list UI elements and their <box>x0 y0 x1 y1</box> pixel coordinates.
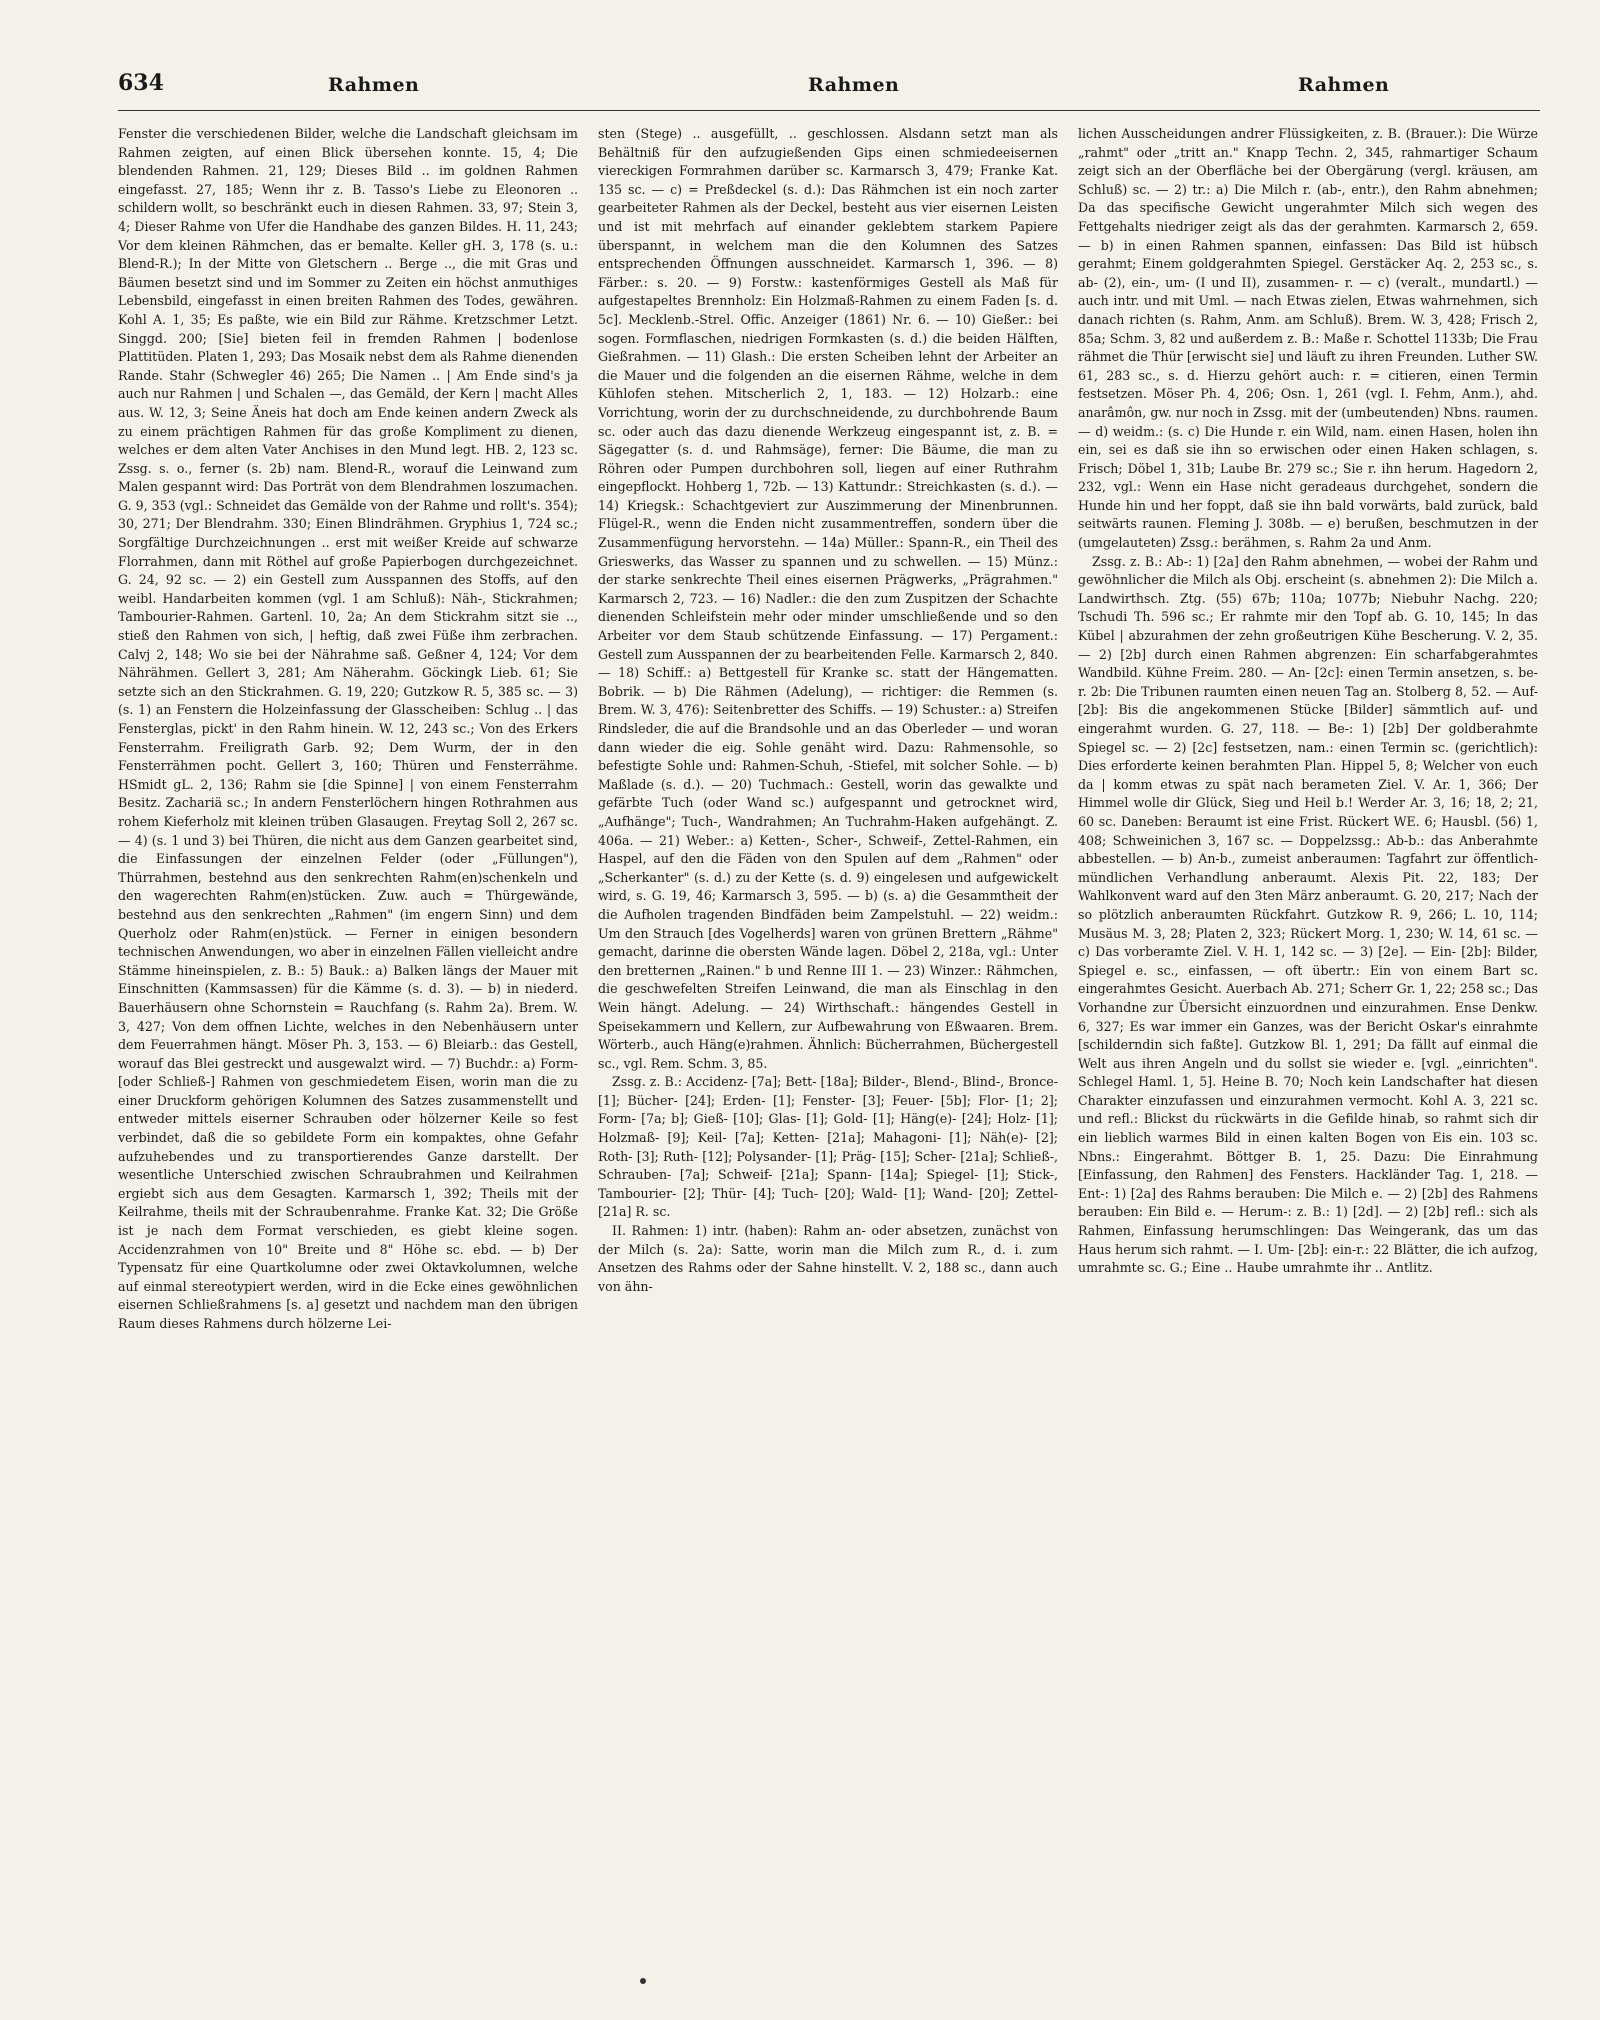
paragraph: Fenster die verschiedenen Bilder, welche die Landschaft gleichsam im Rahmen zeigten, auf einen Blick übersehen konnte. 15, 4; Die blendenden Rahmen. 21, 129; Dieses Bild .. im goldnen Rahmen eingefasst. 27, 185; Wenn ihr z. B. Tasso's Liebe zu Eleonoren .. schildern wollt, so beschränkt euch in diesen Rahmen. 33, 97; Stein 3, 4; Dieser Rahme von Ufer die Handhabe des ganzen Bildes. H. 11, 243; Vor dem kleinen Rähmchen, das er bemalte. Keller gH. 3, 178 (s. u.: Blend-R.); In der Mitte von Gletschern .. Berge .., die mit Gras und Bäumen besetzt sind und im Sommer zu Zeiten ein höchst anmuthiges Lebensbild, eingefasst in einen breiten Rahmen des Todes, gewähren. Kohl A. 1, 35; Es paßte, wie ein Bild zur Rähme. Kretzschmer Letzt. Singgd. 200; [Sie] bieten feil in fremden Rahmen | bodenlose Plattitüden. Platen 1, 293; Das Mosaik nebst dem als Rahme dienenden Rande. Stahr (Schwegler 46) 265; Die Namen .. | Am Ende sind's ja auch nur Rahmen | und Schalen —, das Gemäld, der Kern | macht Alles aus. W. 12, 3; Seine Äneis hat doch am Ende keinen andern Zweck als zu einem prächtigen Rahmen für das große Kompliment zu dienen, welches er dem alten Vater Anchises in den Mund legt. HB. 2, 123 sc. Zssg. s. o., ferner (s. 2b) nam. Blend-R., worauf die Leinwand zum Malen gespannt wird: Das Porträt von dem Blendrahmen loszumachen. G. 9, 353 (vgl.: Schneidet das Gemälde von der Rahme und rollt's. 354); 30, 271; Der Blendrahm. 330; Einen Blindrähmen. Gryphius 1, 724 sc.; Sorgfältige Durchzeichnungen .. erst mit weißer Kreide auf schwarze Florrahmen, dann mit Röthel auf große Papierbogen durchgezeichnet. G. 24, 92 sc. — 2) ein Gestell zum Ausspannen des Stoffs, auf den weibl. Handarbeiten kommen (vgl. 1 am Schluß): Näh-, Stickrahmen; Tambourier-Rahmen. Gartenl. 10, 2a; An dem Stickrahm sitzt sie .., stieß den Rahmen von sich, | heftig, daß zwei Füße ihm zerbrachen. Calvj 2, 148; Wo sie bei der Nährahme saß. Geßner 4, 124; Vor dem Nährähmen. Gellert 3, 281; Am Näherahm. Göckingk Lieb. 61; Sie setzte sich an den Stickrahmen. G. 19, 220; Gutzkow R. 5, 385 sc. — 3) (s. 1) an Fenstern die Holzeinfassung der Glasscheiben: Schlug .. | das Fensterglas, pickt' in den Rahm hinein. W. 12, 243 sc.; Von des Erkers Fensterrahm. Freiligrath Garb. 92; Dem Wurm, der in den Fensterrähmen pocht. Gellert 3, 160; Thüren und Fensterrähme. HSmidt gL. 2, 136; Rahm sie [die Spinne] | von einem Fensterrahm Besitz. Zachariä sc.; In andern Fensterlöchern hingen Rothrahmen aus rohem Kieferholz mit kleinen trüben Glasaugen. Freytag Soll 2, 267 sc. — 4) (s. 1 und 3) bei Thüren, die nicht aus dem Ganzen gearbeitet sind, die Einfassungen der einzelnen Felder (oder „Füllungen"), Thürrahmen, bestehnd aus den senkrechten Rahm(en)schenkeln und den wagerechten Rahm(en)stücken. Zuw. auch = Thürgewände, bestehnd aus den senkrechten „Rahmen" (im engern Sinn) und dem Querholz oder Rahm(en)stück. — Ferner in einigen besondern technischen Anwendungen, wo aber in einzelnen Fällen vielleicht andre Stämme hineinspielen, z. B.: 5) Bauk.: a) Balken längs der Mauer mit Einschnitten (Kammsassen) für die Kämme (s. d. 3). — b) in niederd. Bauerhäusern ohne Schornstein = Rauchfang (s. Rahm 2a). Brem. W. 3, 427; Von dem offnen Lichte, welches in den Nebenhäusern unter dem Feuerrahmen hängt. Möser Ph. 3, 153. — 6) Bleiarb.: das Gestell, worauf das Blei gestreckt und ausgewalzt wird. — 7) Buchdr.: a) Form- [oder Schließ-] Rahmen von geschmiedetem Eisen, worin man die zu einer Druckform gehörigen Kolumnen des Satzes zusammenstellt und entweder mittels eiserner Schrauben oder hölzerner Keile so fest verbindet, daß die so gebildete Form ein kompaktes, ohne Gefahr aufzuhebendes und zu transportierendes Ganze darstellt. Der wesentliche Unterschied zwischen Schraubrahmen und Keilrahmen ergiebt sich aus dem Gesagten. Karmarsch 1, 392; Theils mit der Keilrahme, theils mit der Schraubenrahme. Franke Kat. 32; Die Größe ist je nach dem Format verschieden, es giebt kleine sogen. Accidenzrahmen von 10" Breite und 8" Höhe sc. ebd. — b) Der Typensatz für eine Quartkolumne oder zwei Oktavkolumnen, welche auf einmal stereotypiert werden, wird in die Ecke eines gewöhnlichen eisernen Schließrahmens [s. a] gesetzt und nachdem man den übrigen Raum dieses Rahmens durch hölzerne Lei- <box>118 126 578 1331</box>
paragraph: II. Rahmen: 1) intr. (haben): Rahm an- oder absetzen, zunächst von der Milch (s. 2a): Satte, worin man die Milch zum R., d. i. zum Ansetzen des Rahms oder der Sahne hinstellt. V. 2, 188 sc., dann auch von ähn- <box>598 1223 1058 1294</box>
paragraph: Zssg. z. B.: Accidenz- [7a]; Bett- [18a]; Bilder-, Blend-, Blind-, Bronce- [1]; Bücher- [24]; Erden- [1]; Fenster- [3]; Feuer- [5b]; Flor- [1; 2]; Form- [7a; b]; Gieß- [10]; Glas- [1]; Gold- [1]; Häng(e)- [24]; Holz- [1]; Holzmaß- [9]; Keil- [7a]; Ketten- [21a]; Mahagoni- [1]; Näh(e)- [2]; Roth- [3]; Ruth- [12]; Polysander- [1]; Präg- [15]; Scher- [21a]; Schließ-, Schrauben- [7a]; Schweif- [21a]; Spann- [14a]; Spiegel- [1]; Stick-, Tambourier- [2]; Thür- [4]; Tuch- [20]; Wald- [1]; Wand- [20]; Zettel- [21a] R. sc. <box>598 1074 1058 1220</box>
running-head-right: Rahmen <box>1298 74 1390 96</box>
running-head-left: Rahmen <box>328 74 420 96</box>
page-header <box>118 70 1540 111</box>
running-head-center: Rahmen <box>808 74 900 96</box>
page-number: 634 <box>118 70 164 96</box>
paragraph: lichen Ausscheidungen andrer Flüssigkeiten, z. B. (Brauer.): Die Würze „rahmt" oder „tritt an." Knapp Techn. 2, 345, rahmartiger Schaum zeigt sich an der Oberfläche bei der Obergärung (vergl. kräusen, am Schluß) sc. — 2) tr.: a) Die Milch r. (ab-, entr.), den Rahm abnehmen; Da das specifische Gewicht ungerahmter Milch sich wegen des Fettgehalts niedriger zeigt als das der gerahmten. Karmarsch 2, 659. — b) in einen Rahmen spannen, einfassen: Das Bild ist hübsch gerahmt; Einem goldgerahmten Spiegel. Gerstäcker Aq. 2, 253 sc., s. ab- (2), ein-, um- (I und II), zusammen- r. — c) (veralt., mundartl.) — auch intr. und mit Uml. — nach Etwas zielen, Etwas wahrnehmen, sich danach richten (s. Rahm, Anm. am Schluß). Brem. W. 3, 428; Frisch 2, 85a; Schm. 3, 82 und außerdem z. B.: Maße r. Schottel 1133b; Die Frau rähmet die Thür [erwischt sie] und läuft zu ihren Freunden. Luther SW. 61, 283 sc., s. d. Hierzu gehört auch: r. = citieren, einen Termin festsetzen. Möser Ph. 4, 206; Osn. 1, 261 (vgl. I. Fehm, Anm.), ahd. anarâmôn, gw. nur noch in Zssg. mit der (umbeutenden) Nbns. raumen. — d) weidm.: (s. c) Die Hunde r. ein Wild, nam. einen Hasen, holen ihn ein, sei es daß sie ihn so erwischen oder einen Haken schlagen, s. Frisch; Döbel 1, 31b; Laube Br. 279 sc.; Sie r. ihn herum. Hagedorn 2, 232, vgl.: Wenn ein Hase nicht geradeaus durchgehet, sondern die Hunde hin und her foppt, daß sie ihn bald vorwärts, bald zurück, bald seitwärts raunen. Fleming J. 308b. — e) berußen, beschmutzen in der (umgelauteten) Zssg.: berähmen, s. Rahm 2a und Anm. <box>1078 126 1538 551</box>
paragraph: sten (Stege) .. ausgefüllt, .. geschlossen. Alsdann setzt man als Behältniß für den aufzugießenden Gips einen schmiedeeisernen viereckigen Formrahmen darüber sc. Karmarsch 3, 479; Franke Kat. 135 sc. — c) = Preßdeckel (s. d.): Das Rähmchen ist ein noch zarter gearbeiteter Rahmen als der Deckel, besteht aus vier eisernen Leisten und ist mit mehrfach auf einander geklebtem starkem Papiere überspannt, in welchem man die den Kolumnen des Satzes entsprechenden Öffnungen ausschneidet. Karmarsch 1, 396. — 8) Färber.: s. 20. — 9) Forstw.: kastenförmiges Gestell als Maß für aufgestapeltes Brennholz: Ein Holzmaß-Rahmen zu einem Faden [s. d. 5c]. Mecklenb.-Strel. Offic. Anzeiger (1861) Nr. 6. — 10) Gießer.: bei sogen. Formflaschen, niedrigen Formkasten (s. d.) die beiden Hälften, Gießrahmen. — 11) Glash.: Die ersten Scheiben lehnt der Arbeiter an die Mauer und die folgenden an die eisernen Rähme, welche in dem Kühlofen stehen. Mitscherlich 2, 1, 183. — 12) Holzarb.: eine Vorrichtung, worin der zu durchschneidende, zu durchbohrende Baum sc. oder auch das dazu dienende Werkzeug eingespannt ist, z. B. = Sägegatter (s. d. und Rahmsäge), ferner: Die Bäume, die man zu Röhren oder Pumpen durchbohren soll, liegen auf einer Ruthrahm eingepflockt. Hohberg 1, 72b. — 13) Kattundr.: Streichkasten (s. d.). — 14) Kriegsk.: Schachtgeviert zur Auszimmerung der Minenbrunnen. Flügel-R., wenn die Enden nicht zusammentreffen, sondern über die Zusammenfügung hervorstehn. — 14a) Müller.: Spann-R., ein Theil des Grieswerks, das Wasser zu spannen und zu schwellen. — 15) Münz.: der starke senkrechte Theil eines eisernen Prägwerks, „Prägrahmen." Karmarsch 2, 723. — 16) Nadler.: die den zum Zuspitzen der Schachte dienenden Schleifstein mehr oder minder umschließende und so den Arbeiter vor dem Staub schützende Einfassung. — 17) Pergament.: Gestell zum Ausspannen der zu bearbeitenden Felle. Karmarsch 2, 840. — 18) Schiff.: a) Bettgestell für Kranke sc. statt der Hängematten. Bobrik. — b) Die Rähmen (Adelung), — richtiger: die Remmen (s. Brem. W. 3, 476): Seitenbretter des Schiffs. — 19) Schuster.: a) Streifen Rindsleder, die auf die Brandsohle und an das Oberleder — und woran dann wieder die eig. Sohle genäht wird. Dazu: Rahmensohle, so befestigte Sohle und: Rahmen-Schuh, -Stiefel, mit solcher Sohle. — b) Maßlade (s. d.). — 20) Tuchmach.: Gestell, worin das gewalkte und gefärbte Tuch (oder Wand sc.) aufgespannt und getrocknet wird, „Aufhänge"; Tuch-, Wandrahmen; An Tuchrahm-Haken aufgehängt. Z. 406a. — 21) Weber.: a) Ketten-, Scher-, Schweif-, Zettel-Rahmen, ein Haspel, auf den die Fäden von den Spulen auf dem „Rahmen" oder „Scherkanter" (s. d.) zu der Kette (s. d. 9) eingelesen und aufgewickelt wird, s. G. 19, 46; Karmarsch 3, 595. — b) (s. a) die Gesammtheit der die Aufholen tragenden Bindfäden beim Zampelstuhl. — 22) weidm.: Um den Strauch [des Vogelherds] waren von grünen Brettern „Rähme" gemacht, darinne die obersten Wände lagen. Döbel 2, 218a, vgl.: Unter den bretternen „Rainen." b und Renne III 1. — 23) Winzer.: Rähmchen, die geschwefelten Streifen Leinwand, die man als Einschlag in den Wein hängt. Adelung. — 24) Wirthschaft.: hängendes Gestell in Speisekammern und Kellern, zur Aufbewahrung von Eßwaaren. Brem. Wörterb., auch Häng(e)rahmen. Ähnlich: Bücherrahmen, Büchergestell sc., vgl. Rem. Schm. 3, 85. <box>598 126 1058 1071</box>
text-columns <box>118 125 1540 2005</box>
footer-dot <box>640 1978 646 1984</box>
column-3 <box>1078 125 1538 2005</box>
paragraph: Zssg. z. B.: Ab-: 1) [2a] den Rahm abnehmen, — wobei der Rahm und gewöhnlicher die Milch als Obj. erscheint (s. abnehmen 2): Die Milch a. Landwirthsch. Ztg. (55) 67b; 110a; 1077b; Niebuhr Nachg. 220; Tschudi Th. 596 sc.; Er rahmte mir den Topf ab. G. 10, 145; In das Kübel | abzurahmen der zehn großeutrigen Kühe Bescherung. V. 2, 35. — 2) [2b] durch einen Rahmen abgrenzen: Ein scharfabgerahmtes Wandbild. Kühne Freim. 280. — An- [2c]: einen Termin ansetzen, s. be-r. 2b: Die Tribunen raumten einen neuen Tag an. Stolberg 8, 52. — Auf- [2b]: Bis die angekommenen Stücke [Bilder] sämmtlich auf- und eingerahmt wurden. G. 27, 118. — Be-: 1) [2b] Der goldberahmte Spiegel sc. — 2) [2c] festsetzen, nam.: einen Termin sc. (gerichtlich): Dies erforderte keinen berahmten Plan. Hippel 5, 8; Welcher von euch da | komm etwas zu spät nach berameten Ziel. V. Ar. 1, 366; Der Himmel wolle dir Glück, Sieg und Heil b.! Werder Ar. 3, 16; 18, 2; 21, 60 sc. Daneben: Beraumt ist eine Frist. Rückert WE. 6; Hausbl. (56) 1, 408; Schweinichen 3, 167 sc. — Doppelzssg.: Ab-b.: das Anberahmte abbestellen. — b) An-b., zumeist anberaumen: Tagfahrt zur öffentlich-mündlichen Verhandlung anberaumt. Alexis Pit. 22, 183; Der Wahlkonvent ward auf den 3ten März anberaumt. G. 20, 217; Nach der so plötzlich anberaumten Rückfahrt. Gutzkow R. 9, 266; L. 10, 114; Musäus M. 3, 28; Platen 2, 323; Rückert Morg. 1, 230; W. 14, 61 sc. — c) Das vorberamte Ziel. V. H. 1, 142 sc. — 3) [2e]. — Ein- [2b]: Bilder, Spiegel e. sc., einfassen, — oft übertr.: Ein von einem Bart sc. eingerahmtes Gesicht. Auerbach Ab. 271; Scherr Gr. 1, 22; 258 sc.; Das Vorhandne zur Übersicht einzuordnen und einzurahmen. Ense Denkw. 6, 327; Es war immer ein Ganzes, was der Bericht Oskar's einrahmte [schilderndin sich faßte]. Gutzkow Bl. 1, 291; Da fällt auf einmal die Welt aus ihren Angeln und du sollst sie wieder e. [vgl. „einrichten". Schlegel Haml. 1, 5]. Heine B. 70; Noch kein Landschafter hat diesen Charakter einzufassen und einzurahmen vermocht. Kohl A. 3, 221 sc. und refl.: Blickst du rückwärts in die Gefilde hinab, so rahmt sich dir ein lieblich warmes Bild in einen kalten Bogen von Eis ein. 103 sc. Nbns.: Eingerahmt. Böttger B. 1, 25. Dazu: Die Einrahmung [Einfassung, den Rahmen] des Fensters. Hackländer Tag. 1, 218. — Ent-: 1) [2a] des Rahms berauben: Die Milch e. — 2) [2b] des Rahmens berauben: Ein Bild e. — Herum-: z. B.: 1) [2d]. — 2) [2b] refl.: sich als Rahmen, Einfassung herumschlingen: Das Weingerank, das um das Haus herum sich rahmt. — I. Um- [2b]: ein-r.: 22 Blätter, die ich aufzog, umrahmte sc. G.; Eine .. Haube umrahmte ihr .. Antlitz. <box>1078 553 1538 1276</box>
column-1 <box>118 125 578 2005</box>
column-2 <box>598 125 1058 2005</box>
